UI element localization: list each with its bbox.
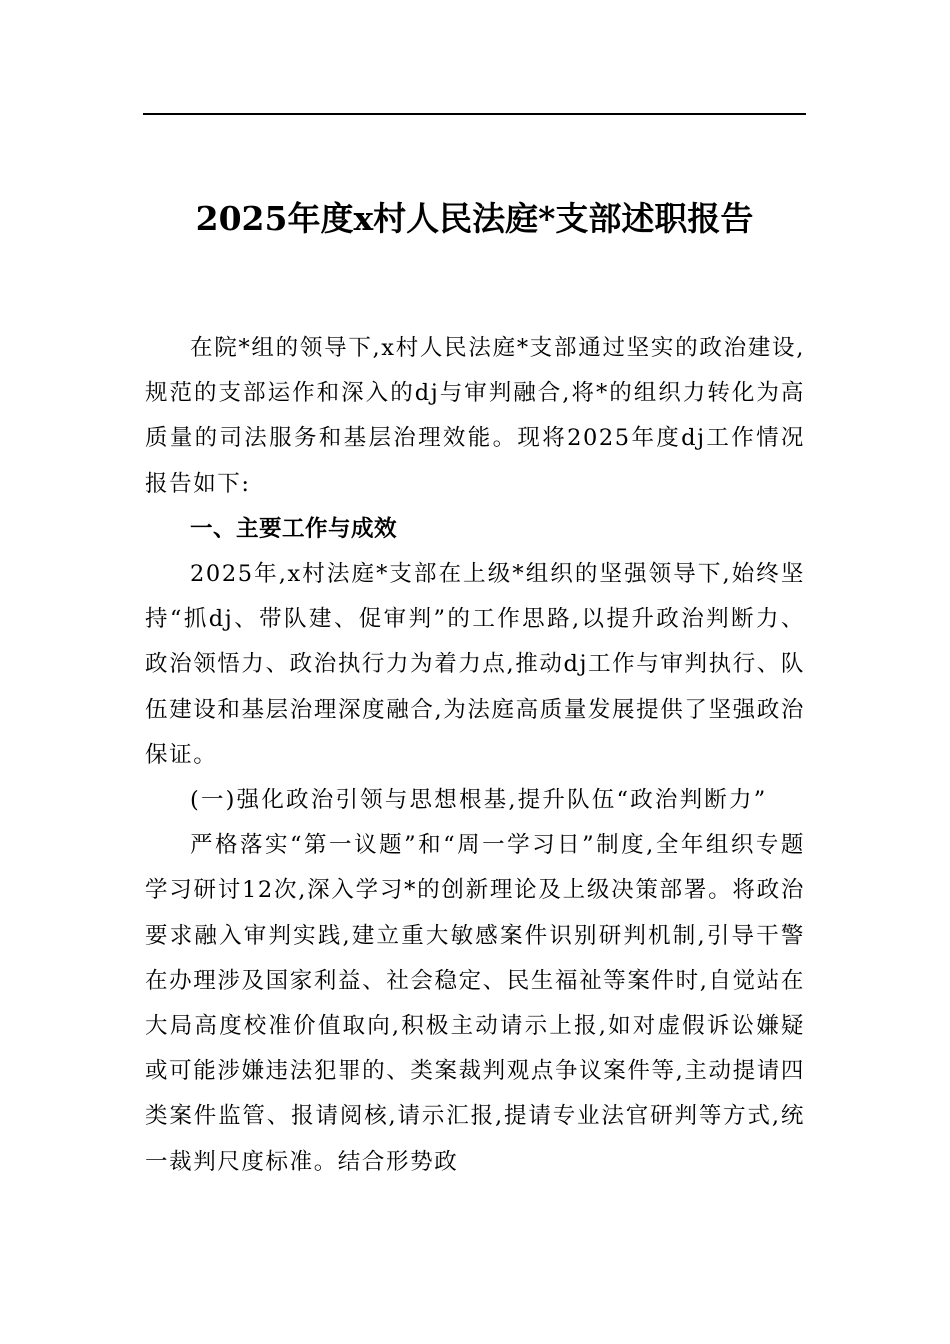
paragraph-intro: 在院*组的领导下,x村人民法庭*支部通过坚实的政治建设,规范的支部运作和深入的dj与审判融合,将*的组织力转化为高质量的司法服务和基层治理效能。现将2025年度dj工作情况报告如下: [145,335,805,497]
header-rule [143,113,806,115]
document-body [145,326,805,1185]
paragraph-overview: 2025年,x村法庭*支部在上级*组织的坚强领导下,始终坚持“抓dj、带队建、促审判”的工作思路,以提升政治判断力、政治领悟力、政治执行力为着力点,推动dj工作与审判执行、队伍建设和基层治理深度融合,为法庭高质量发展提供了坚强政治保证。 [145,561,805,768]
subsection-heading-1: (一)强化政治引领与思想根基,提升队伍“政治判断力” [190,787,768,814]
section-heading-1: 一、主要工作与成效 [190,515,398,542]
document-title: 2025年度x村人民法庭*支部述职报告 [195,199,754,238]
paragraph-body: 严格落实“第一议题”和“周一学习日”制度,全年组织专题学习研讨12次,深入学习*的创新理论及上级决策部署。将政治要求融入审判实践,建立重大敏感案件识别研判机制,引导干警在办理涉及国家利益、社会稳定、民生福祉等案件时,自觉站在大局高度校准价值取向,积极主动请示上报,如对虚假诉讼嫌疑或可能涉嫌违法犯罪的、类案裁判观点争议案件等,主动提请四类案件监管、报请阅核,请示汇报,提请专业法官研判等方式,统一裁判尺度标准。结合形势政 [145,832,805,1175]
